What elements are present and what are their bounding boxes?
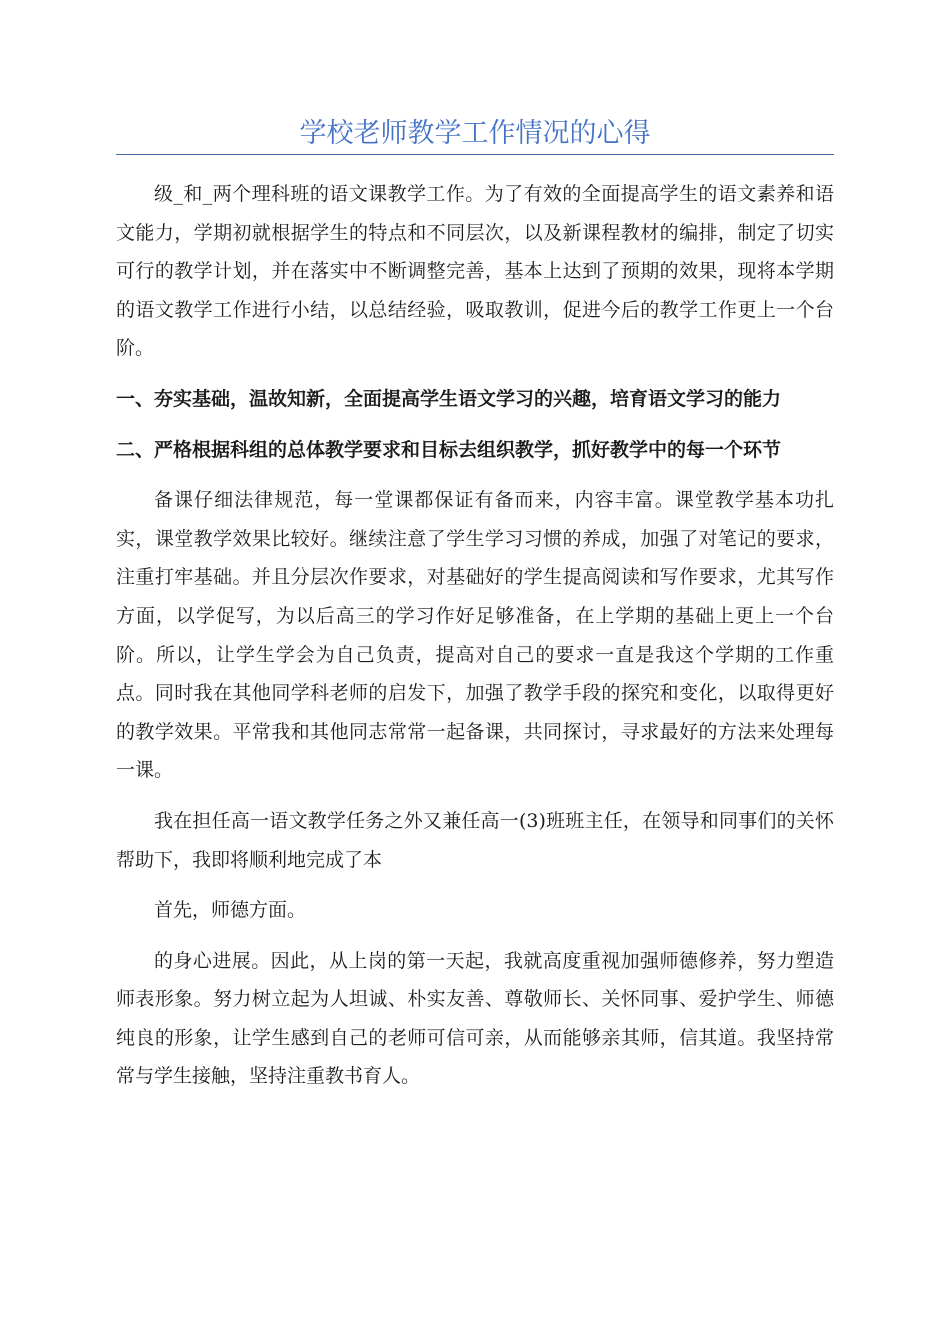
paragraph-intro: 级_和_两个理科班的语文课教学工作。为了有效的全面提高学生的语文素养和语文能力，学期初就根据学生的特点和不同层次，以及新课程教材的编排，制定了切实可行的教学计划，并在落实中不断调整完善，基本上达到了预期的效果，现将本学期的语文教学工作进行小结，以总结经验，吸取教训，促进今后的教学工作更上一个台阶。 — [116, 183, 834, 360]
section-heading-1: 一、夯实基础，温故知新，全面提高学生语文学习的兴趣，培育语文学习的能力 — [116, 387, 782, 410]
paragraph-lesson-prep: 备课仔细法律规范，每一堂课都保证有备而来，内容丰富。课堂教学基本功扎实，课堂教学效果比较好。继续注意了学生学习习惯的养成，加强了对笔记的要求，注重打牢基础。并且分层次作要求，对基础好的学生提高阅读和写作要求，尤其写作方面，以学促写，为以后高三的学习作好足够准备，在上学期的基础上更上一个台阶。所以，让学生学会为自己负责，提高对自己的要求一直是我这个学期的工作重点。同时我在其他同学科老师的启发下，加强了教学手段的探究和变化，以取得更好的教学效果。平常我和其他同志常常一起备课，共同探讨，寻求最好的方法来处理每一课。 — [116, 489, 834, 782]
paragraph-class-teacher: 我在担任高一语文教学任务之外又兼任高一(3)班班主任，在领导和同事们的关怀帮助下，我即将顺利地完成了本 — [116, 809, 834, 871]
document-title: 学校老师教学工作情况的心得 — [299, 118, 651, 149]
spacer — [116, 155, 834, 175]
paragraph-ethics-heading: 首先，师德方面。 — [154, 899, 307, 922]
paragraph-ethics: 的身心进展。因此，从上岗的第一天起，我就高度重视加强师德修养，努力塑造师表形象。努力树立起为人坦诚、朴实友善、尊敬师长、关怀同事、爱护学生、师德纯良的形象，让学生感到自己的老师可信可亲，从而能够亲其师，信其道。我坚持常常与学生接触，坚持注重教书育人。 — [116, 949, 834, 1088]
document-page — [116, 0, 834, 1096]
spacer — [116, 790, 834, 802]
spacer — [116, 879, 834, 891]
spacer — [116, 469, 834, 481]
spacer — [116, 930, 834, 942]
section-heading-2: 二、严格根据科组的总体教学要求和目标去组织教学，抓好教学中的每一个环节 — [116, 438, 782, 461]
spacer — [116, 419, 834, 431]
spacer — [116, 368, 834, 380]
